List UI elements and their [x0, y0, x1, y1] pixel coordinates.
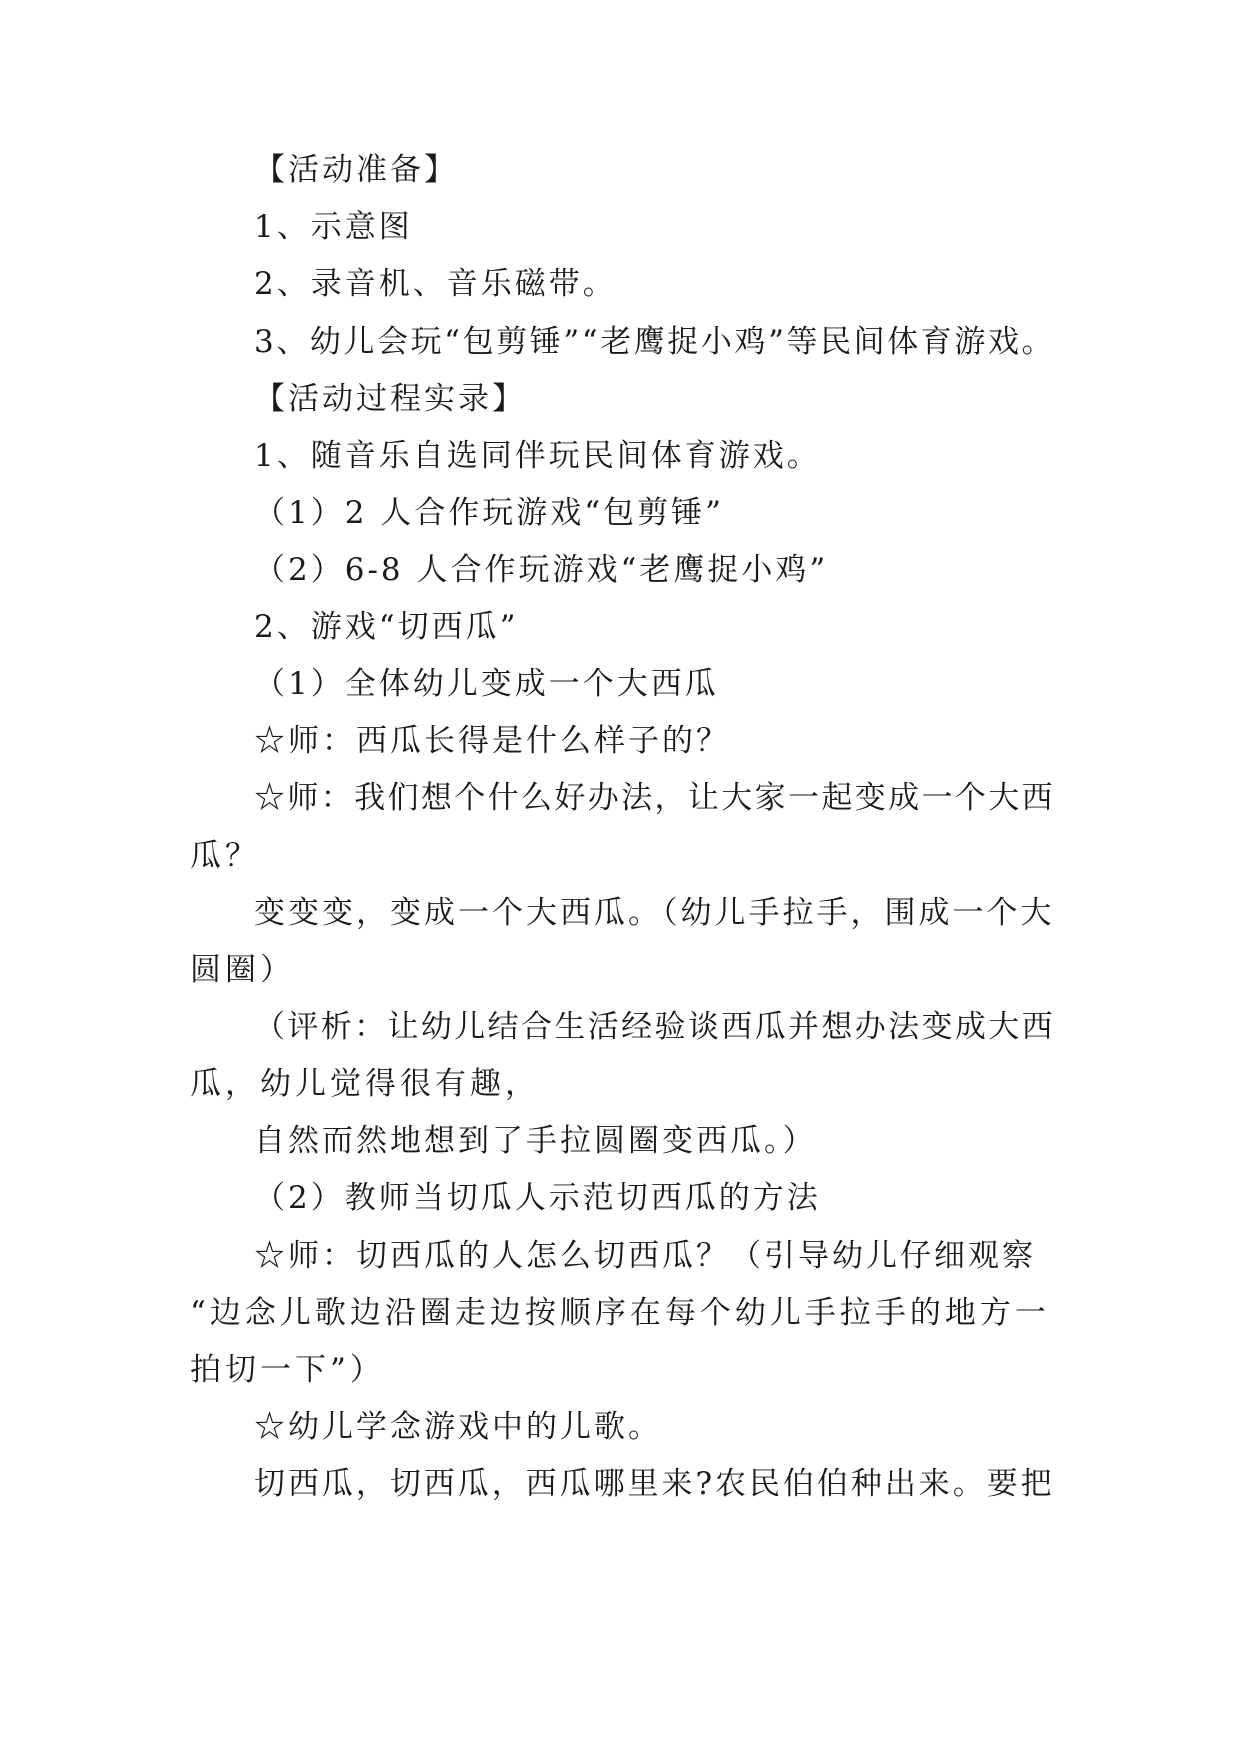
- paragraph-line: （评析：让幼儿结合生活经验谈西瓜并想办法变成大西: [254, 1009, 1055, 1045]
- paragraph-line: 2、游戏“切西瓜”: [254, 609, 519, 645]
- paragraph-line: 切西瓜，切西瓜，西瓜哪里来?农民伯伯种出来。要把: [254, 1466, 1055, 1502]
- paragraph-line: 1、随音乐自选同伴玩民间体育游戏。: [254, 438, 821, 474]
- paragraph-line: ☆师：西瓜长得是什么样子的？: [254, 723, 730, 759]
- paragraph-line: “边念儿歌边沿圈走边按顺序在每个幼儿手拉手的地方一: [190, 1295, 1050, 1331]
- paragraph-line: 瓜，幼儿觉得很有趣，: [190, 1066, 540, 1102]
- section-heading-preparation: 【活动准备】: [254, 152, 458, 188]
- paragraph-line: 2、录音机、音乐磁带。: [254, 266, 617, 302]
- paragraph-line: 自然而然地想到了手拉圆圈变西瓜。）: [254, 1123, 817, 1159]
- paragraph-line: 变变变，变成一个大西瓜。（幼儿手拉手，围成一个大: [254, 895, 1055, 931]
- paragraph-line: 拍切一下”）: [190, 1352, 385, 1388]
- paragraph-line: 1、示意图: [254, 209, 413, 245]
- paragraph-line: （1）2 人合作玩游戏“包剪锤”: [254, 495, 724, 531]
- paragraph-line: （2）教师当切瓜人示范切西瓜的方法: [254, 1180, 821, 1216]
- paragraph-line: 瓜？: [190, 838, 260, 874]
- paragraph-line: 圆圈）: [190, 952, 295, 988]
- paragraph-line: （2）6-8 人合作玩游戏“老鹰捉小鸡”: [254, 552, 829, 588]
- paragraph-line: ☆幼儿学念游戏中的儿歌。: [254, 1409, 662, 1445]
- paragraph-line: 3、幼儿会玩“包剪锤”“老鹰捉小鸡”等民间体育游戏。: [254, 324, 1056, 360]
- paragraph-line: （1）全体幼儿变成一个大西瓜: [254, 666, 719, 702]
- section-heading-process: 【活动过程实录】: [254, 381, 526, 417]
- paragraph-line: ☆师：切西瓜的人怎么切西瓜？（引导幼儿仔细观察: [254, 1238, 1036, 1274]
- paragraph-line: ☆师：我们想个什么好办法，让大家一起变成一个大西: [254, 780, 1055, 816]
